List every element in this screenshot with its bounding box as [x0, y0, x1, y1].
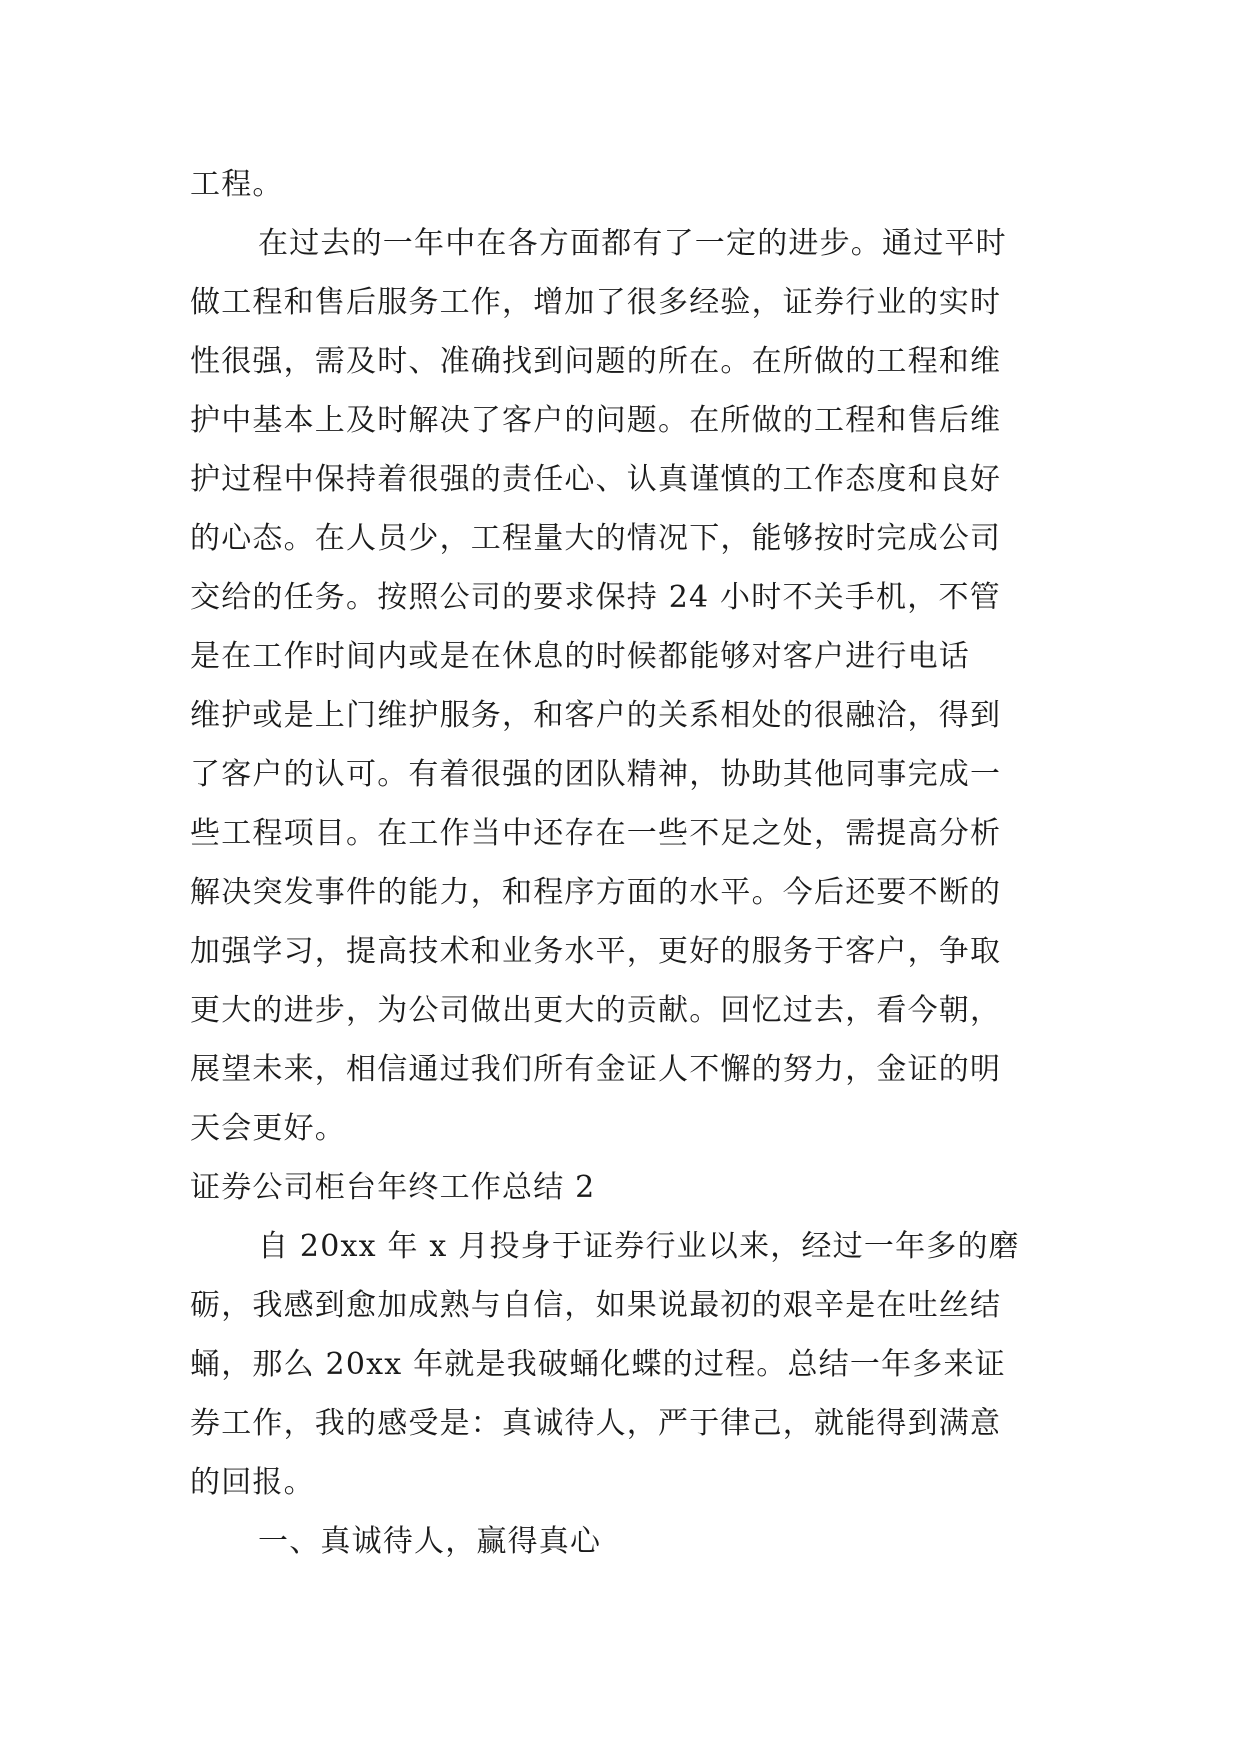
section-heading: 证券公司柜台年终工作总结 2: [190, 1170, 596, 1205]
text-line: 性很强，需及时、准确找到问题的所在。在所做的工程和维: [190, 344, 1002, 379]
text-line: 解决突发事件的能力，和程序方面的水平。今后还要不断的: [190, 875, 1002, 910]
text-line: 的回报。: [190, 1465, 315, 1500]
text-line: 是在工作时间内或是在休息的时候都能够对客户进行电话: [190, 639, 970, 674]
text-line: 在过去的一年中在各方面都有了一定的进步。通过平时: [258, 226, 1007, 261]
text-line: 券工作，我的感受是：真诚待人，严于律己，就能得到满意: [190, 1406, 1002, 1441]
text-line: 自 20xx 年 x 月投身于证券行业以来，经过一年多的磨: [258, 1229, 1020, 1264]
text-line: 些工程项目。在工作当中还存在一些不足之处，需提高分析: [190, 816, 1002, 851]
text-line: 护过程中保持着很强的责任心、认真谨慎的工作态度和良好: [190, 462, 1002, 497]
text-line: 交给的任务。按照公司的要求保持 24 小时不关手机，不管: [190, 580, 1001, 615]
text-line: 展望未来，相信通过我们所有金证人不懈的努力，金证的明: [190, 1052, 1002, 1087]
text-line: 天会更好。: [190, 1111, 346, 1146]
text-line: 砺，我感到愈加成熟与自信，如果说最初的艰辛是在吐丝结: [190, 1288, 1002, 1323]
text-line: 了客户的认可。有着很强的团队精神，协助其他同事完成一: [190, 757, 1002, 792]
text-line: 蛹，那么 20xx 年就是我破蛹化蝶的过程。总结一年多来证: [190, 1347, 1006, 1382]
text-line: 护中基本上及时解决了客户的问题。在所做的工程和售后维: [190, 403, 1002, 438]
text-line: 的心态。在人员少，工程量大的情况下，能够按时完成公司: [190, 521, 1002, 556]
text-line: 维护或是上门维护服务，和客户的关系相处的很融洽，得到: [190, 698, 1002, 733]
text-line: 做工程和售后服务工作，增加了很多经验，证券行业的实时: [190, 285, 1002, 320]
text-line: 更大的进步，为公司做出更大的贡献。回忆过去，看今朝，: [190, 993, 1002, 1028]
document-body: [190, 155, 1070, 1571]
text-line: 加强学习，提高技术和业务水平，更好的服务于客户，争取: [190, 934, 1002, 969]
text-line: 工程。: [190, 167, 284, 202]
text-line: 一、真诚待人，赢得真心: [258, 1524, 602, 1559]
